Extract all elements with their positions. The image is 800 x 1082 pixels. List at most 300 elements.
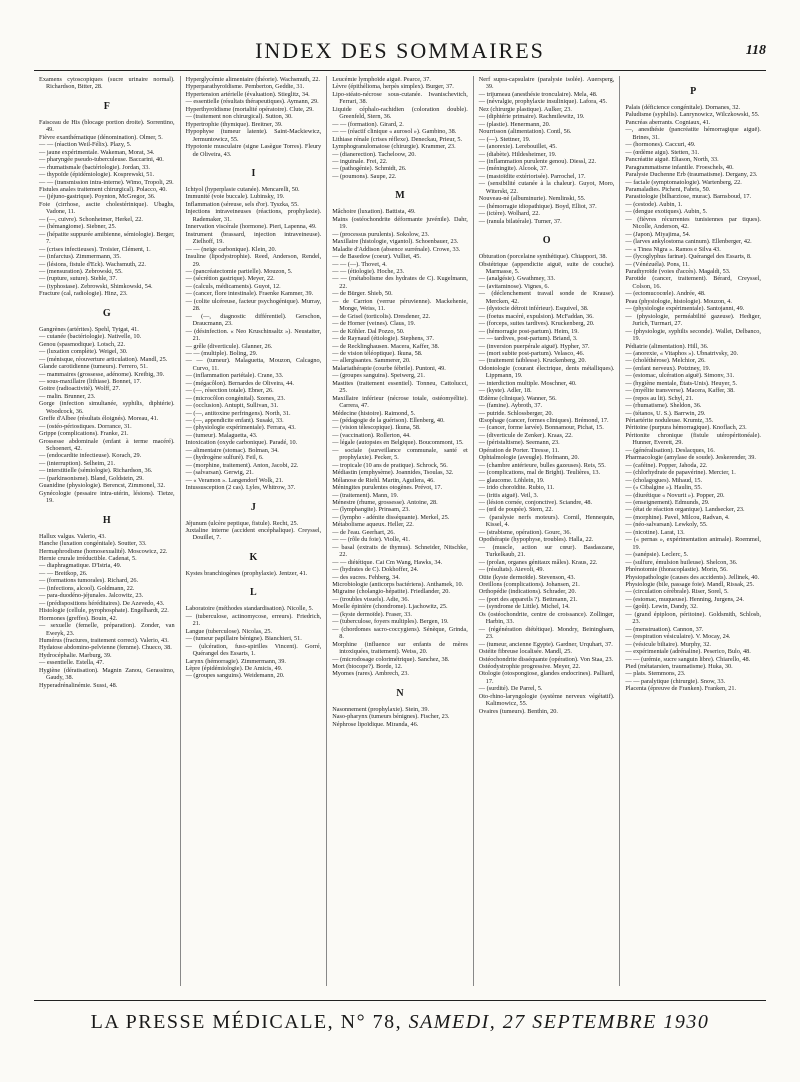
index-entry: — (grand épiploon, péritoine). Goldsmith, Schlosb, 23. (625, 610, 761, 626)
index-entry: — (inflammation purulente genou). Diessl, 22. (478, 157, 597, 165)
index-entry: — sexuelle (femelle, préparation). Zonder, van Eweyk, 23. (39, 622, 175, 637)
index-entry: Ostéochondrite disséquante (opération). Von Staa, 23. (478, 655, 614, 663)
index-entry: — essentielle (résultats thérapeutiques). Aymann, 29. (185, 98, 319, 106)
index-entry: — (hépatite suppurée amibienne, sémiologie). Berger, 7. (39, 230, 175, 246)
index-entry: Instrument (brassard, injection intraveineuse). Zielhoff, 19. (185, 230, 322, 246)
index-entry: Nourrisson (alimentation). Contl, 56. (478, 128, 572, 136)
index-entry: —, anesthésie (pancréatite hémorragique aiguë). Brines, 31. (625, 126, 761, 141)
index-entry: Hallux valgus. Valerio, 43. (39, 532, 106, 540)
index-entry: Humérus (fractures, traitement correct). Valerio, 43. (39, 637, 169, 644)
index-entry: — (endocardite infectieuse). Korach, 29. (39, 452, 142, 460)
index-column-4 (473, 76, 620, 986)
index-entry: Leucémie lymphoïde aiguë. Pearce, 37. (332, 76, 431, 83)
index-entry: — (péristaltisme). Seemann, 23. (478, 439, 560, 447)
index-entry: Péritonite chronique (fistule utéropéritonéale). Hunner, Everett, 29. (625, 431, 761, 447)
index-entry: Moelle épinière (chondrome). Ljachowitz, 25. (332, 603, 448, 611)
index-entry: Lithiase rénale (crises réflexe). Deneckau, Prieur, 5. (332, 135, 463, 143)
index-entry: Phrénotomie (thoracoplastie). Morin, 56. (625, 566, 728, 574)
index-entry: — de l'eau. Geerhart, 26. (332, 528, 395, 536)
index-entry: Mâchoire (luxation). Battista, 49. (332, 208, 416, 216)
index-entry: — (« Cibalgine »). Haulin, 55. (625, 484, 703, 492)
index-entry: Langue (tuberculose). Nicolas, 25. (185, 627, 273, 635)
index-entry: — (Japon). Miyajima, 54. (625, 230, 691, 238)
index-entry: — (tumeur). Malaguetta, 43. (185, 431, 258, 439)
index-entry: — — (formation). Girard, 2. (332, 120, 404, 128)
index-entry: — (muscle, action sur cœur). Basdaszane, Turkelkaub, 21. (478, 543, 615, 559)
index-entry: — (microcôlon congénital). Szenes, 23. (185, 394, 286, 402)
index-entry: Mastites (traitement essentiel). Tonneu, Cattolucci, 25. (332, 379, 468, 395)
index-entry: — (sécrétion gastrique). Meyer, 22. (185, 275, 275, 283)
index-entry: Glande carotidienne (tumeurs). Ferrero, 51. (39, 363, 148, 371)
index-entry: Lèpre (épidémiologie). De Amicis, 49. (185, 665, 283, 672)
index-entry: Migraine (cholangio-hépatite). Friedlander, 20. (332, 588, 450, 596)
index-entry: — (anorexie, « Vitaphos »). Ubnatrivsky, 20. (625, 349, 739, 357)
index-entry: Larynx (hémorragie). Zimmermann, 39. (185, 657, 286, 665)
index-entry: Palais (déficience congénitale). Dornanes, 32. (625, 104, 741, 111)
index-entry: Néphrose lipoïdique. Miranda, 46. (332, 720, 419, 728)
index-entry: — (dianerection). Tacheloow, 20. (332, 150, 416, 158)
index-entry: — (« pernas », expérimentation animale). Roemmel, 19. (625, 536, 761, 551)
index-entry: Malariathérapie (courbe fébrile). Puntoni, 49. (332, 364, 446, 372)
index-entry: — (hémangiome). Siebner, 25. (39, 223, 117, 231)
index-entry: Ostéite fibreuse localisée. Mandl, 25. (478, 648, 572, 656)
index-entry: Intussusception (2 cas). Lyles, Whitrow, 37. (185, 484, 296, 492)
index-entry: Maladie d'Addison (absence surrénale). Crowe, 33. (332, 245, 461, 253)
index-entry: Greffe d'Albee (résultats éloignés). Moreau, 41. (39, 415, 159, 423)
index-entry: Oto-rhino-laryngologie (système nerveux végétatif). Kalimowicz, 55. (478, 692, 615, 708)
index-entry: Hypertrophie (thymique). Breitner, 39. (185, 120, 283, 128)
index-entry: Nouveau-né (albuminurie). Nemlinski, 55. (478, 195, 586, 203)
index-entry: — (iritis aiguë). Veil, 3. (478, 491, 539, 499)
index-entry: — légale (autopsies en Belgique). Boucommont, 15. (332, 439, 464, 447)
index-entry: Physiologie (bile, passage foie). Mandl, Rissak, 25. (625, 581, 755, 588)
index-entry: — (mensuration). Zebrowski, 55. (39, 267, 123, 275)
index-entry: — (paralysie nerfs moteurs). Cornil, Hennequin, Kissel, 4. (478, 513, 615, 529)
index-entry: — sous-maxillaire (lithiase). Bonnet, 17. (39, 377, 142, 385)
index-entry: Liquide céphalo-rachidien (coloration double). Greenfeld, Stern, 36. (332, 105, 468, 121)
index-entry: Ostéodystrophie progressive. Meyer, 22. (478, 662, 581, 670)
section-letter: N (396, 687, 404, 699)
page-number: 118 (745, 43, 766, 58)
index-entry: Parotide (cancer, traitement). Bérard, Creyssel, Colson, 16. (625, 275, 761, 290)
index-entry: — (avitaminose). Vignes, 6. (478, 282, 550, 290)
index-entry: Peau (physiologie, histologie). Mouzon, 4. (625, 297, 732, 305)
index-entry: — cutanée (bactériologie). Nativelle, 10. (39, 333, 142, 341)
footer-journal: LA PRESSE MÉDICALE, N° 78, (90, 1011, 403, 1033)
index-entry: — (lympho - adénite disséquante). Merkel, 25. (332, 513, 450, 521)
index-entry: Médiastin (emphysème). Joannides, Tsoulas, 32. (332, 469, 454, 477)
index-entry: — (interruption). Selheim, 21. (39, 459, 116, 467)
index-entry: — — (multiple). Boling, 29. (185, 349, 258, 357)
index-entry: Guanidine (physiologie). Berencst, Zimmonel, 32. (39, 482, 166, 490)
index-entry: Ichtyol (hyperplasie cutanée). Mencarelli, 50. (185, 185, 300, 193)
index-entry: — — (rôle du foie). Violle, 41. (332, 536, 410, 544)
index-entry: — (ostéo-périostiques. Dorrance, 31. (39, 422, 132, 430)
index-entry: — (prolan, organes génitaux mâles). Kraus, 22. (478, 558, 598, 566)
index-entry: — (formations tumorales). Richard, 26. (39, 577, 139, 585)
index-entry: — (traitement). Mann, 19. (332, 491, 399, 499)
index-entry: — (rhumatisme). Sheldon, 36. (625, 402, 702, 410)
index-entry: — (infarctus). Zimmermann, 35. (39, 253, 121, 261)
index-entry: — (—, appendicite enfant). Susaki, 33. (185, 417, 284, 425)
index-entry: — (traitement non chirurgical). Sutton, 30. (185, 113, 293, 121)
index-entry: Placenta (épreuve de Franken). Franken, 21. (625, 685, 737, 693)
index-entry: — (ectomucocœle). Andrée, 48. (625, 290, 706, 298)
index-entry: — (physiologie expérimentale). Ferrara, 43. (185, 424, 296, 432)
index-entry: — de Horner (veines). Claus, 19. (332, 320, 416, 328)
index-entry: — « Tinea Nigra ». Ramos e Silva 43. (625, 245, 721, 253)
index-entry: Obturation (porcelaine synthétique). Chiappori, 38. (478, 253, 608, 261)
index-entry: — diaphragmatique. D'Istria, 49. (39, 562, 122, 570)
index-entry: — (chambre antérieure, bulles gazeuses). Reis, 55. (478, 461, 606, 469)
index-entry: Hygiène (dératisation). Magnin Zanou, Gerassimo, Gaudy, 38. (39, 666, 175, 682)
index-entry: Otologie (otospongiose, glandes endocrines). Palliard, 17. (478, 670, 615, 685)
index-entry: — (kyste dermoïde). Fraser, 33. (332, 610, 412, 618)
index-entry: Os (ostéochondrite, centre de croissance). Zollinger, Harbin, 33. (478, 610, 615, 626)
index-entry: — (enseignement). Edmunds, 29. (625, 499, 710, 507)
index-entry: Gynécologie (pessaire intra-utérin, lésions). Tietze, 19. (39, 489, 175, 505)
index-entry: — (kyste). Adler, 18. (478, 387, 532, 395)
index-entry: Lipo-stéato-nécrose sous-cutanée. Iwanischevitch, Ferrari, 38. (332, 90, 468, 106)
index-entry: Hernie crurale irréductible. Cadenat, 5. (39, 555, 137, 563)
index-entry: — (poumons). Saupe, 22. (332, 172, 397, 180)
index-entry: Hyperthyroïdisme (mortalité opératoire). Clute, 29. (185, 105, 314, 113)
section-letter: L (250, 587, 257, 599)
index-entry: — (Vénézuéla). Pons, 11. (625, 260, 690, 268)
index-entry: Intoxication (oxyde carbonique). Paradé, 10. (185, 439, 298, 447)
index-entry: Physiopathologie (causes des accidents). Jellinek, 40. (625, 573, 760, 581)
page-header (34, 30, 766, 71)
index-entry: — glaucome. Löhlein, 19. (478, 476, 545, 484)
index-entry: — de vision téléoptique). Ikuna, 58. (332, 349, 423, 357)
index-entry: — de Recklinghausen. Macera, Kaffer, 38. (332, 342, 440, 350)
index-entry: Odontologie (courant électrique, dents métalliques). Lippmann, 19. (478, 364, 615, 380)
index-entry: Pédiatrie (alimentation). Hill, 36. (625, 342, 709, 350)
index-entry: Hypertension artérielle (évaluation). Stieglitz, 34. (185, 90, 310, 98)
index-entry: — (circulation cérébrale). Riser, Sorel, 5. (625, 588, 729, 596)
index-entry: Méningites purulentes otogènes. Prévot, 17. (332, 484, 443, 492)
index-entry: Hypotonie musculaire (signe Lasègue Torres). Fleury de Oliveira, 43. (185, 143, 322, 158)
index-entry: — (méningite). Alcook, 37. (478, 165, 548, 173)
index-entry: — (pathogénie). Schmidt, 26. (332, 165, 407, 173)
index-entry: — (nicotine). Larat, 13. (625, 528, 685, 536)
index-entry: — (—, antitoxine perfringens). North, 31. (185, 409, 291, 417)
index-entry: Paludisme (syphilis). Lanrynowicz, Wilczkowski, 55. (625, 111, 760, 119)
index-entry: Grippe (complications). Franke, 21. (39, 430, 129, 438)
index-entry: — (repos au lit). Schyl, 21. (625, 394, 694, 402)
index-entry: Hydrocéphalie. Marburg, 39. (39, 651, 112, 659)
index-entry: — (foetus macéré, expulsion). McFaddan, 36. (478, 312, 594, 320)
index-entry: Otite (kyste dermoïde). Stevenson, 43. (478, 573, 576, 581)
index-entry: — (hormones). Caccuri, 49. (625, 141, 696, 149)
index-entry: Gorge (infection simultanée, syphilis, diphtérie). Woodcock, 36. (39, 400, 175, 415)
index-entry: — (lésions, fistule d'Eck). Wachsmuth, 22. (39, 260, 146, 268)
index-entry: Métabolisme aqueux. Heller, 22. (332, 521, 414, 529)
index-column-3 (326, 76, 473, 986)
index-entry: — tropicale (10 ans de pratique). Schrock, 56. (332, 461, 448, 469)
index-entry: — (tuberculose, actinomycose, erreurs). Friedrich, 21. (185, 612, 322, 628)
index-entry: — (tumeur, ancienne Egypte). Gardner, Urquhart, 37. (478, 640, 613, 648)
index-entry: — (plastie). Henermann, 20. (478, 120, 551, 128)
index-entry: — thypoïde (épidémiologie). Kosprewski, 51. (39, 171, 155, 179)
index-entry: — des sucres. Fehberg, 34. (332, 573, 400, 581)
section-letter: M (395, 190, 405, 202)
index-entry: — — (neige carbonique). Klein, 20. (185, 245, 277, 253)
index-entry: — (groupes sanguins). Speiwerg, 21. (332, 372, 425, 380)
index-entry: — (syndrome de Little). Michel, 14. (478, 603, 570, 611)
index-entry: — (forceps, suites tardives). Kruckenberg, 20. (478, 320, 595, 328)
section-letter: P (690, 86, 697, 97)
index-entry: — (estomac, muqueuse). Henning, Jurgens, 24. (625, 595, 744, 603)
index-entry: — (enfant nerveux). Potztney, 19. (625, 364, 711, 372)
index-entry: — interstitielle (sémiologie). Richardson, 36. (39, 467, 153, 475)
index-entry: — (mort subite post-partum). Velasco, 46. (478, 349, 585, 357)
index-entry: — — Breitkop, 26. (39, 569, 88, 577)
index-entry: — (estomac, ulcération aiguë). Simonv, 31. (625, 372, 735, 380)
index-entry: — (chordomes sacro-coccygiens). Sénèque, Grinda, 8. (332, 625, 468, 641)
index-entry: — allergisantes. Sammerer, 20. (332, 357, 411, 365)
index-entry: — (lymphangite). Prinsam, 23. (332, 506, 410, 514)
index-entry: Goitre (radioactivité). Wolff, 27. (39, 385, 121, 393)
index-entry: Obstétrique (appendicite aiguë, suite de couche). Marmasse, 5. (478, 260, 615, 275)
index-entry: — (désinfection. « Neo Kruschinsaltz »). Neustatter, 21. (185, 327, 322, 343)
index-entry: Hermaphrodisme (homosexualité). Moscowicz, 22. (39, 547, 168, 555)
index-entry: — (généralisation). Deslacques, 16. (625, 446, 715, 454)
index-entry: — (sensibilité cutanée à la chaleur). Guyot, Moro, Witerskt, 22. (478, 180, 615, 195)
index-entry: Microbiologie (anticorps bactériens). Anthamek, 10. (332, 581, 464, 588)
index-entry: — (crises infectieuses). Troisier, Clément, 1. (39, 245, 151, 253)
index-entry: — (infections, alcool). Goldmann, 22. (39, 584, 135, 592)
index-entry: Lymphogranulomatose (chirurgie). Krammer, 23. (332, 143, 456, 151)
index-entry: — (strabisme, opération). Gourc, 36. (478, 528, 572, 536)
index-entry: — (fièvres récurrentes tunisiennes par tiques). Nicolle, Anderson, 42. (625, 215, 761, 231)
index-entry: — essentielle. Estella, 47. (39, 659, 104, 667)
index-entry: Mains (ostéochondrite déformante juvénile). Dahr, 19. (332, 215, 468, 231)
index-entry: — (microdosage colorimétrique). Sanchez, 38. (332, 655, 450, 663)
index-entry: Oreillons (complications). Johansen, 21. (478, 581, 580, 588)
index-entry: — (salvarsan). Gerwig, 21. (185, 469, 254, 477)
index-entry: — (mégacôlon). Bernardes de Oliveira, 44. (185, 379, 294, 387)
index-entry: — (diurétique « Novurit »). Popper, 20. (625, 491, 725, 499)
index-entry: — de Köhler. Dal Pozzo, 50. (332, 327, 405, 335)
index-entry: — (pancréatectomie partielle). Mouzon, 5. (185, 267, 293, 275)
index-entry: Paramaladies. Picheni, Fabris, 50. (625, 185, 711, 193)
page-footer (34, 1000, 766, 1041)
index-entry: Opothérapie (hypophyse, troubles). Halla, 22. (478, 536, 594, 544)
index-entry: Kystes branchiogènes (prophylaxie). Jentzer, 41. (185, 569, 308, 577)
index-title: INDEX DES SOMMAIRES (255, 38, 545, 63)
index-entry: — (calculs, médicaments). Guyot, 12. (185, 282, 281, 290)
index-entry: Œdème (clinique). Wanner, 56. (478, 394, 557, 402)
index-entry: — (dengue exotiques). Aubin, 5. (625, 208, 708, 216)
index-entry: — (diabète). Hildesheimer, 19. (478, 150, 557, 158)
index-entry: — (vaccination). Rollerton, 44. (332, 431, 411, 439)
index-entry: — (névralgie, prophylaxie insulinique). Lafora, 45. (478, 98, 608, 106)
index-entry: — (—, cuivre). Schonheimer, Herkel, 22. (39, 215, 143, 223)
index-entry: — (inversion puerpérale aiguë). Hypher, 37. (478, 342, 590, 350)
index-entry: — — (transmission intra-interne). Wimo, Tropoli, 29. (39, 178, 174, 186)
index-entry: — (ictère). Wolhard, 22. (478, 210, 540, 218)
index-column-1 (34, 76, 180, 986)
index-entry: — (surdité). De Parrel, 5. (478, 685, 543, 693)
index-entry: Fistules anales traitement chirurgical). Polacco, 40. (39, 185, 167, 193)
index-entry: — (parkinsonisme). Bland, Goldstein, 29. (39, 474, 144, 482)
index-entry: — interdiction multiple. Moschner, 40. (478, 379, 577, 387)
index-entry: Faisceau de His (blocage portion droite). Sorrentino, 49. (39, 118, 175, 134)
index-entry: — — (réactif clinique « aurosol »). Gambino, 38. (332, 128, 457, 136)
footer-date: SAMEDI, 27 SEPTEMBRE 1930 (408, 1011, 710, 1033)
index-entry: — (diphtérie primaire). Rachmilewitz, 19. (478, 113, 585, 121)
index-entry: — (—). Stettner, 19. (478, 135, 531, 143)
index-entry: Histologie (cellule, pyrophosphate). Engelhardt, 22. (39, 607, 169, 615)
index-entry: — (complications, mal de Bright). Teulières, 13. (478, 469, 601, 477)
index-entry: — inguinale. Frei, 22. (332, 157, 388, 165)
index-entry: Œsophage (cancer, formes cliniques). Brémond, 17. (478, 417, 609, 425)
index-entry: — — (étiologie). Hoche, 23. (332, 267, 405, 275)
index-entry: Immunité (voie buccale). Lubinsky, 19. (185, 193, 285, 201)
index-entry: — mammaires (grossesse, adénome). Kreibig, 39. (39, 370, 165, 378)
index-entry: — (port des appareils ?). Bettmann, 21. (478, 595, 578, 603)
index-entry: Pancréatite aiguë. Eliason, North, 33. (625, 156, 719, 164)
index-entry: — — (—). Thovet, 4. (332, 260, 387, 268)
index-entry: — (jéjuno-gastrique). Poynton, McGregor, 36. (39, 193, 156, 201)
section-letter: G (102, 307, 111, 319)
index-entry: Nez (chirurgie plastique). Aulker, 23. (478, 105, 572, 113)
index-entry: — — (réaction Weil-Félix). Plazy, 5. (39, 141, 132, 149)
index-entry: Maxillaire (histologie, vigantol). Schoenbauer, 23. (332, 238, 459, 246)
index-entry: Hydatose abdomino-pelvienne (femme). Chueco, 38. (39, 644, 172, 652)
index-entry: — grêle (diverticule). Glanner, 26. (185, 342, 273, 350)
index-entry: Pharmacologie (amylase de soude). Jeskerender, 39. (625, 454, 756, 462)
index-entry: Fracture (cal, radiologie). Hinz, 23. (39, 290, 128, 298)
index-entry: — (hémorragie idiopathique). Boyd, Elliot, 37. (478, 202, 597, 210)
index-entry: — (famine). Aybroth, 37. (478, 402, 543, 410)
index-entry: — alimentaire (stomac). Bolman, 34. (185, 446, 279, 454)
index-entry: — (cestode). Aubin, 1. (625, 200, 683, 208)
index-entry: — (déclenchement travail sonde de Krause). Mercken, 42. (478, 290, 615, 305)
index-entry: — putride. Schlossberger, 20. (478, 409, 554, 417)
index-entry: Lèvre (épithélioma, herpès simplex). Burger, 37. (332, 83, 454, 91)
index-column-2 (180, 76, 327, 986)
index-entry: — (—, résection totale). Ebner, 26. (185, 387, 274, 395)
index-entry: — pharyngée pseudo-tuberculeuse. Baccarini, 40. (39, 156, 164, 164)
index-entry: Foie (cirrhose, ascite cholestérinique). Ubaghs, Vadone, 11. (39, 200, 175, 216)
index-entry: — (menstruation). Cannon, 37. (625, 625, 704, 633)
index-entry: — (vision télescopique). Ikuna, 58. (332, 424, 421, 432)
index-entry: — (tumeur papillaire bénigne). Bianchieri, 51. (185, 635, 302, 643)
index-entry: Paralysie Duchenne Erb (traumatisme). Dergany, 23. (625, 171, 758, 179)
index-entry: — (néo-salvarsan). Lewkoly, 55. (625, 521, 708, 529)
index-entry: Nerf supra-capsulaire (paralysie isolée). Auersperg, 39. (478, 76, 615, 91)
index-entry: — (diverticule de Zenker). Kraas, 22. (478, 431, 573, 439)
index-entry: Pancréas aberrants. Cogniaux, 41. (625, 118, 711, 126)
index-entry: — — paralytique (chirurgie). Snow, 33. (625, 677, 726, 685)
index-entry: — jaune expérimentale. Wakeman, Morat, 34. (39, 148, 155, 156)
index-entry: Inflammation (séreuse, sels d'or). Tyszka, 55. (185, 200, 299, 208)
index-entry: — de Basedow (coeur). Vulliet, 45. (332, 253, 421, 261)
index-columns (34, 76, 766, 986)
index-entry: — (troubles visuels). Adie, 36. (332, 595, 410, 603)
index-entry: Péritoine (purpura hémorragique). Knoflach, 23. (625, 424, 747, 432)
index-entry: Morphine (influence sur enfants de mères intoxiquées, traitement). Weiss, 20. (332, 640, 468, 656)
index-entry: — — diététique. Cai Cm Wang, Hawks, 34. (332, 558, 443, 566)
index-entry: — — (urémie, sucre sanguin libre). Chiarello, 48. (625, 655, 751, 663)
index-entry: — (respiration vésiculaire). V. Mocay, 24. (625, 633, 731, 641)
index-entry: — (hydrates de C). Dokhoffer, 24. (332, 566, 419, 574)
index-entry: Pied (métatarsien, traumatisme). Huka, 30. (625, 662, 733, 670)
section-letter: H (102, 514, 111, 526)
index-column-5 (619, 76, 766, 986)
index-entry: Nasonnement (prophylaxie). Stein, 39. (332, 705, 430, 713)
index-entry: Ophtalmologie (aveugle). Hofmann, 20. (478, 454, 580, 462)
index-entry: — (analgésie). Gwathmey, 33. (478, 275, 556, 283)
index-entry: — (lésion cornée, conjonctive). Sciandre, 48. (478, 499, 593, 507)
index-entry: — (luxation complète). Weigel, 30. (39, 348, 128, 356)
index-entry: Mort (biocope?). Borde, 12. (332, 662, 403, 670)
index-entry: — (prédispositions héréditaires). De Azevedo, 43. (39, 599, 165, 607)
index-entry: — (ménisque, réouverture articulation). Mandl, 25. (39, 355, 168, 363)
index-entry: Injections intraveineuses (réactions, prophylaxie). Rademaker, 31. (185, 208, 322, 223)
index-entry: — (régénération diététique). Mondry, Beiningham, 23. (478, 625, 615, 641)
index-entry: Grossesse abdominale (enfant à terme macéré). Schoenert, 42. (39, 437, 175, 453)
index-entry: — de Carrion (verrue péruvienne). Mackehenie, Monge, Weiss, 11. (332, 297, 468, 313)
index-entry: — (inflammation pariétale). Crane, 33. (185, 372, 284, 380)
index-entry: — (occlusion). Antupit, Sullivan, 31. (185, 402, 279, 410)
index-entry: — (cancer, forme larvée). Bonnamour, Pichat, 15. (478, 424, 604, 432)
index-entry: — (choléthérose). Melchior, 26. (625, 357, 706, 365)
index-entry: Examens cytoscopiques (sucre urinaire normal). Richardson, Bitter, 28. (39, 76, 175, 91)
index-entry: Parathyroïde (voies d'accès). Magaldi, 53. (625, 267, 731, 275)
index-entry: Myomes (rares). Ambrech, 23. (332, 670, 409, 678)
section-letter: J (250, 501, 256, 513)
section-letter: F (103, 100, 110, 112)
index-entry: — (hémorragie post-partum). Heim, 19. (478, 327, 579, 335)
index-entry: Mélanose de Riehl. Martin, Aguilera, 46. (332, 476, 435, 484)
index-entry: — de Grisel (torticolis). Dresdener, 22. (332, 312, 431, 320)
index-entry: Périartérite noduleuse. Krumtz, 35. (625, 417, 714, 425)
index-entry: — (chlorhydrate de papavérine). Mercier, 1. (625, 469, 736, 477)
section-letter: K (249, 551, 258, 563)
index-entry: — plats. Stemmons, 23. (625, 670, 686, 678)
index-entry: Gangrènes (artérites). Spehl, Tytgat, 41. (39, 325, 139, 333)
index-entry: — (lycoglyphus farinæ). Quérangel des Essarts, 8. (625, 253, 752, 261)
index-entry: — (morphine). Pavel, Milcou, Radvan, 4. (625, 513, 730, 521)
index-entry: — (sulfure, émulsion huileuse). Shelcon, 36. (625, 558, 738, 566)
index-entry: Hypophyse (tumeur latente). Saint-Mackiewicz, Jermuntowicz, 55. (185, 128, 322, 143)
index-entry: — (traitement faiblesse). Kruckenberg, 20. (478, 357, 587, 365)
index-entry: — (cancer, flore intestinale). Fraenke Kammer, 39. (185, 290, 314, 298)
index-entry: — (pédagogie de la guérison). Ellenberg, 40. (332, 417, 445, 425)
index-entry: — (morphine, traitement). Anton, Jacobi, 22. (185, 461, 299, 469)
index-entry: — (hygiène mentale, États-Unis). Heuyer, 5. (625, 379, 738, 387)
index-entry: — trijumeau (anesthésie tronculaire). Mela, 48. (478, 90, 598, 98)
index-entry: — (larves ankylostoma caninum). Ellenberger, 42. (625, 238, 752, 246)
index-entry: — — (métabolisme des hydrates de C). Kugelmann, 22. (332, 275, 468, 290)
index-entry: — (dystocie détroit inférieur). Esquivel, 38. (478, 305, 589, 313)
index-entry: — (goût). Lewin, Dandy, 32. (625, 603, 698, 611)
index-entry: Naso-pharynx (tumeurs bénignes). Fischer, 23. (332, 713, 450, 721)
index-entry: — (œdème aigu). Stetten, 31. (625, 148, 700, 156)
index-entry: Orthopédie (indications). Schrader, 20. (478, 588, 577, 596)
index-entry: — irido choroïdite. Rubio, 11. (478, 484, 555, 492)
index-entry: — (cholagogues). Mihaud, 15. (625, 476, 703, 484)
index-entry: — (tétanos, U. S.). Barrwin, 29. (625, 409, 706, 417)
index-entry: — (processus purulents). Sokolow, 23. (332, 230, 430, 238)
index-entry: — (ranula bilatérale). Turner, 37. (478, 217, 562, 225)
index-entry: — (physiologie, perméabilité gazeuse). Hediger, Jurich, Turrnari, 27. (625, 312, 761, 328)
index-entry: — — (tumeur). Malaguetta, Mouzon, Calcagno, Curvo, 11. (185, 357, 322, 372)
index-entry: — de Raynaud (étiologie). Stephens, 37. (332, 335, 434, 343)
